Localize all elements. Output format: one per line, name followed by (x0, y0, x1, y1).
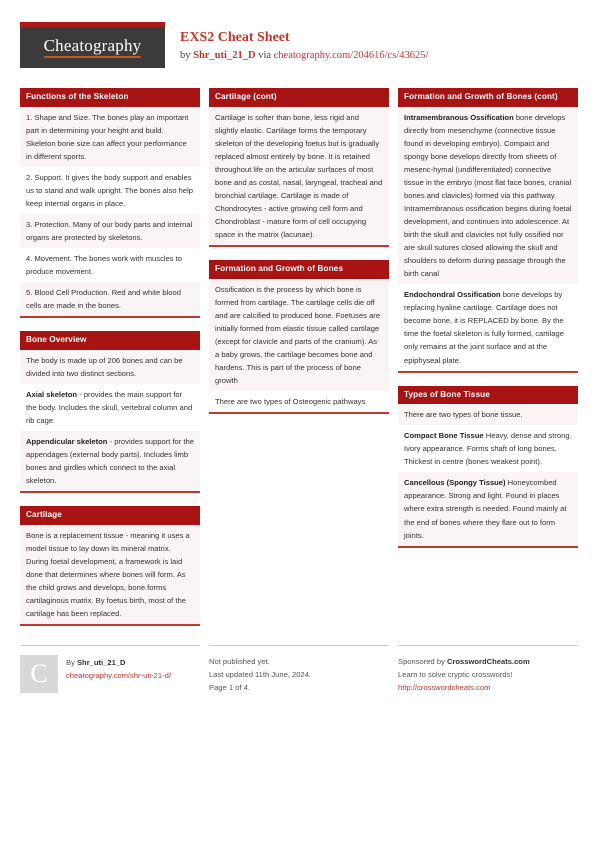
header-titles (180, 22, 428, 62)
card-functions-of-the-skeleton (20, 88, 200, 318)
card-title: Formation and Growth of Bones (209, 260, 389, 279)
by-prefix: By (66, 658, 77, 668)
card-row: 1. Shape and Size. The bones play an important part in determining your height and build. Skeleton bone size can affect your performance in different sports. (20, 107, 200, 167)
source-url-link[interactable]: cheatography.com/204616/cs/43625/ (273, 49, 429, 61)
column-2 (209, 88, 389, 427)
card-title: Bone Overview (20, 331, 200, 350)
row-lead-term: Appendicular skeleton (26, 437, 108, 447)
cheatography-logo-text: Cheatography (44, 37, 142, 58)
card-row: Cancellous (Spongy Tissue) Honeycombed appearance. Strong and light. Found in places where extra strength is needed. Found mainly at the end of bones where they flare out to form joints. (398, 472, 578, 545)
card-formation-and-growth-of-bones (209, 260, 389, 414)
card-cartilage-cont (209, 88, 389, 247)
column-3 (398, 88, 578, 561)
byline-via: via (255, 49, 274, 61)
row-lead-term: Cancellous (Spongy Tissue) (404, 478, 506, 488)
card-row: 3. Protection. Many of our body parts and internal organs are protected by skeletons. (20, 214, 200, 248)
footer-author-column (20, 645, 200, 693)
row-lead-term: Endochondral Ossification (404, 290, 501, 300)
card-row: 5. Blood Cell Production. Red and white blood cells are made in the bones. (20, 282, 200, 316)
card-row: Intramembranous Ossification bone develops directly from mesenchyme (connective tissue found in developing embryo). Compact and spongy bone develops directly from sheets of mesenc-hymal (undifferentiated) connective tissue in the embryo (most flat face bones, cranial bones and clavicles) formed via this pathway. Intramembranous ossification begins during foetal development, and continues into adolescence. At birth the skull and clavicles not fully ossified nor are skull sutures closed allowing the skull and shoulders to deform during passage through the birth canal (398, 107, 578, 285)
card-row: Appendicular skeleton - provides support for the appendages (external body parts). Includes limb bones and girdles which connect to the axial skeleton. (20, 431, 200, 491)
card-title: Cartilage (20, 506, 200, 525)
sponsor-name[interactable]: CrosswordCheats.com (446, 657, 530, 667)
card-row: The body is made up of 206 bones and can be divided into two distinct sections. (20, 350, 200, 384)
card-row: 2. Support. It gives the body support and enables us to stand and walk upright. The bones also help keep internal organs in place. (20, 167, 200, 214)
byline (180, 49, 428, 63)
page-footer (20, 645, 580, 694)
card-row: 4. Movement. The bones work with muscles to produce movement. (20, 248, 200, 282)
row-lead-term: Axial skeleton (26, 390, 78, 400)
page-title: EXS2 Cheat Sheet (180, 30, 290, 45)
avatar: C (20, 655, 58, 693)
last-updated: Last updated 11th June, 2024. (209, 670, 312, 680)
page-number: Page 1 of 4. (209, 683, 250, 693)
card-row: Axial skeleton - provides the main support for the body. Includes the skull, vertebral column and rib cage. (20, 384, 200, 431)
card-bone-overview (20, 331, 200, 493)
card-cartilage (20, 506, 200, 626)
card-row: There are two types of bone tissue. (398, 404, 578, 425)
card-title: Types of Bone Tissue (398, 386, 578, 405)
card-row: Endochondral Ossification bone develops by replacing hyaline cartilage. Cartilage does not become bone, it is REPLACED by bone. By the time the foetal skeleton is fully formed, cartilage only remains at the joint surface and at the epiphyseal plate. (398, 284, 578, 370)
byline-prefix: by (180, 49, 194, 61)
footer-sponsor-column (398, 645, 578, 694)
author-line (66, 656, 171, 669)
byline-author[interactable]: Shr_uti_21_D (193, 49, 256, 61)
sponsor-tagline: Learn to solve cryptic crosswords! (398, 670, 513, 680)
card-row: There are two types of Osteogenic pathways (209, 391, 389, 412)
row-lead-term: Intramembranous Ossification (404, 112, 514, 122)
publish-status: Not published yet. (209, 657, 270, 667)
card-row: Bone is a replacement tissue - meaning it uses a model tissue to lay down its mineral matrix. During foetal development, a framework is laid done that determines where bones will form. As the child grows and develops, bone forms cartilaginous matrix. By foetus birth, most of the cartilage has been replaced. (20, 525, 200, 624)
card-row: Compact Bone Tissue Heavy, dense and strong. Ivory appearance. Forms shaft of long bones. Thickest in centre (bones weakest point). (398, 425, 578, 472)
row-lead-term: Compact Bone Tissue (404, 431, 484, 441)
card-title: Cartilage (cont) (209, 88, 389, 107)
sponsor-prefix: Sponsored by (398, 657, 447, 667)
card-title: Formation and Growth of Bones (cont) (398, 88, 578, 107)
author-profile-link[interactable]: cheatography.com/shr-uti-21-d/ (66, 671, 171, 681)
card-row: Cartilage is softer than bone, less rigid and slightly elastic. Cartilage forms the temporary skeleton of the developing foetus but is gradually replaced almost entirely by bone. It is retained throughout life on the articular surfaces of most bone and as costal, nasal, laryngeal, tracheal and bronchial cartilage. Cartilage is made of Chondrocytes - active growing cell form and Chondroblast - mature form of cell occupying space in the matrix (lacunae). (209, 107, 389, 245)
footer-publish-column (209, 645, 389, 694)
column-1 (20, 88, 200, 639)
page-header (20, 22, 580, 74)
author-details (66, 655, 171, 693)
card-title: Functions of the Skeleton (20, 88, 200, 107)
cheatsheet-columns (20, 88, 580, 639)
sponsor-url-link[interactable]: http://crosswordcheats.com (398, 683, 491, 693)
card-row: Ossification is the process by which bone is formed from cartilage. The cartilage cells die off and are calcified to produced bone. Foetuses are initially formed from elastic tissue called cartilage (except for clavicle and parts of the cranium). As a baby grows, the cartilage becomes bone and hardens. This is part of the process of bone growth (209, 279, 389, 391)
card-types-of-bone-tissue (398, 386, 578, 548)
card-formation-and-growth-of-bones-cont (398, 88, 578, 373)
sponsor-line (398, 655, 578, 668)
cheatography-logo[interactable] (20, 22, 165, 68)
author-name[interactable]: Shr_uti_21_D (76, 658, 126, 668)
